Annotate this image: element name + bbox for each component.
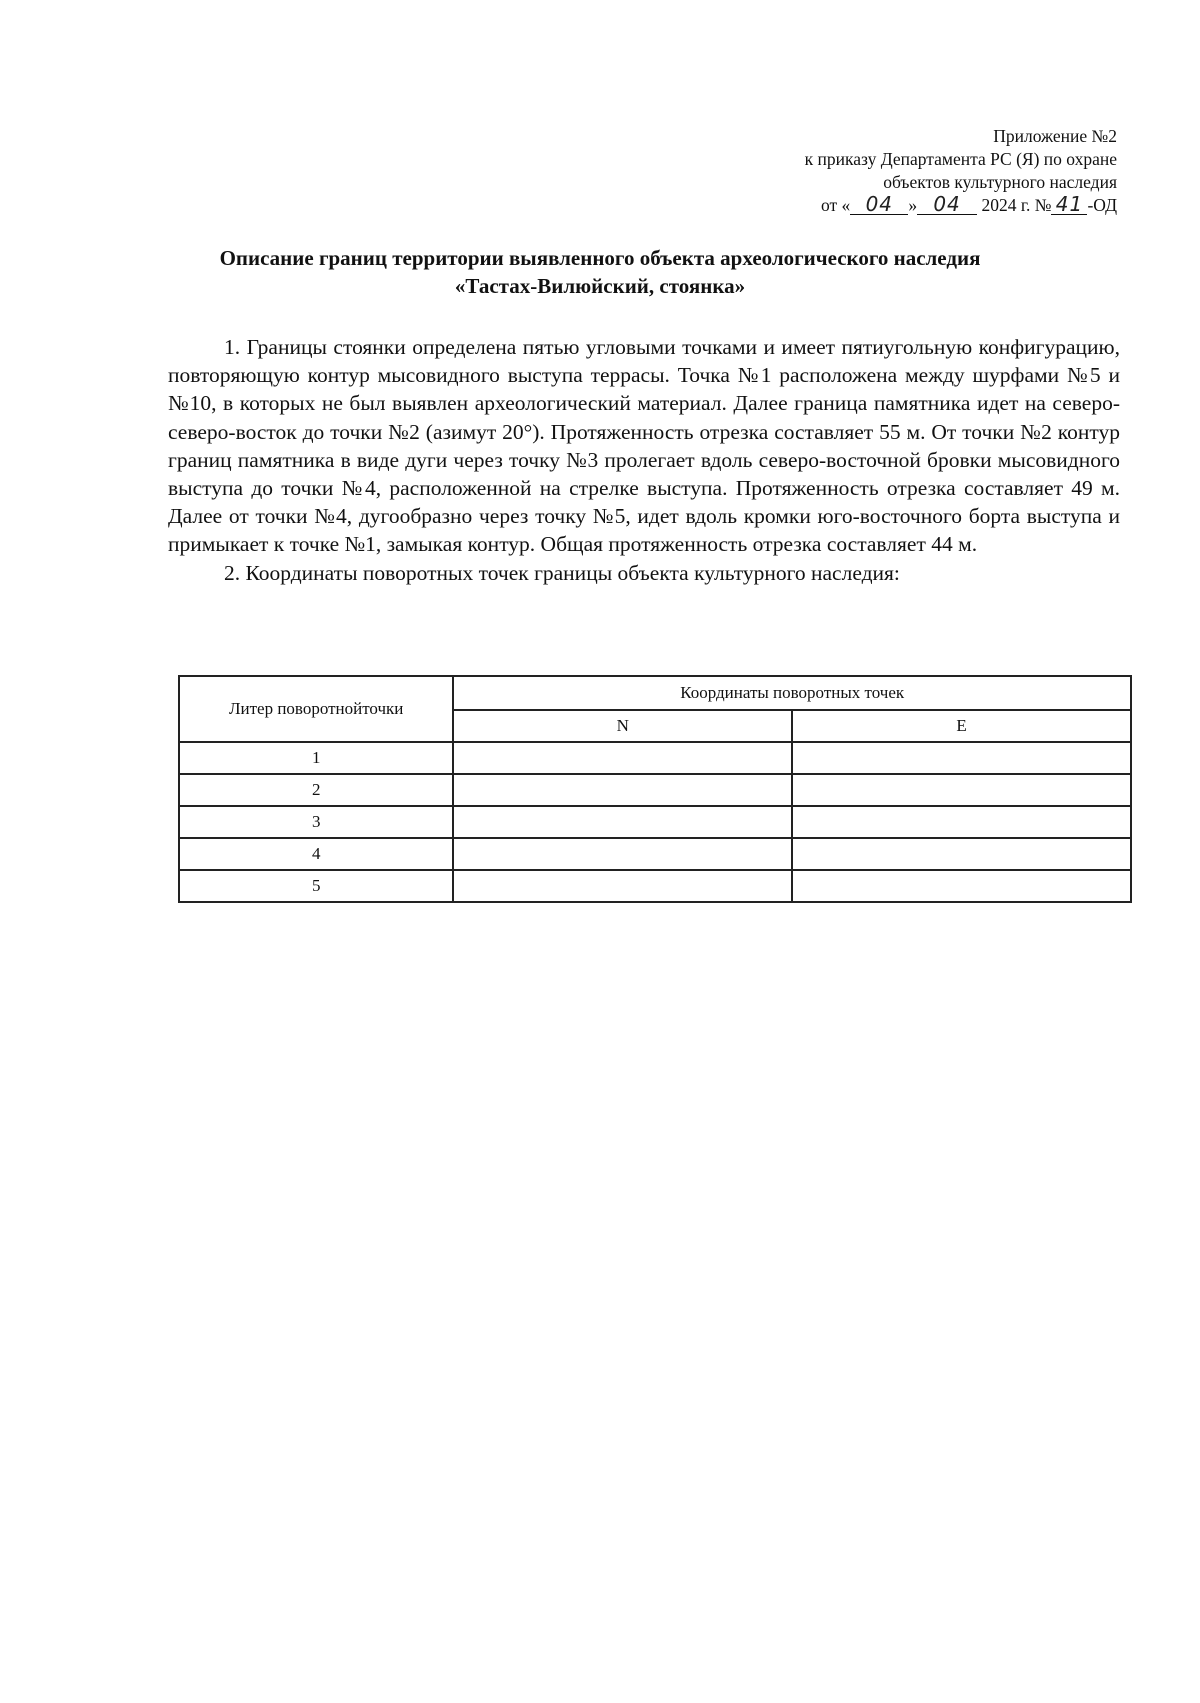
row-e bbox=[792, 870, 1131, 902]
row-n bbox=[453, 838, 792, 870]
annex-header bbox=[557, 125, 1117, 217]
annex-line-2: к приказу Департамента РС (Я) по охране bbox=[804, 149, 1117, 169]
row-liter: 1 bbox=[179, 742, 453, 774]
row-e bbox=[792, 742, 1131, 774]
row-liter: 5 bbox=[179, 870, 453, 902]
row-liter: 3 bbox=[179, 806, 453, 838]
table-row bbox=[179, 806, 1131, 838]
order-suffix: -ОД bbox=[1087, 195, 1117, 215]
handwritten-day: 04 bbox=[850, 194, 908, 215]
row-liter: 4 bbox=[179, 838, 453, 870]
table-row bbox=[179, 742, 1131, 774]
table-row bbox=[179, 870, 1131, 902]
date-prefix: от « bbox=[821, 195, 851, 215]
annex-line-3: объектов культурного наследия bbox=[883, 172, 1117, 192]
year-text: 2024 г. № bbox=[981, 195, 1052, 215]
liter-header: Литер поворотнойточки bbox=[179, 676, 453, 742]
title-line-2: «Тастах-Вилюйский, стоянка» bbox=[454, 274, 746, 298]
table-row bbox=[179, 774, 1131, 806]
row-n bbox=[453, 774, 792, 806]
row-e bbox=[792, 838, 1131, 870]
row-e bbox=[792, 806, 1131, 838]
paragraph-2: 2. Координаты поворотных точек границы объекта культурного наследия: bbox=[224, 560, 900, 585]
column-n-header: N bbox=[453, 710, 792, 742]
body-text bbox=[168, 333, 1120, 587]
table-header-row-1 bbox=[179, 676, 1131, 710]
column-e-header: E bbox=[792, 710, 1131, 742]
handwritten-month: 04 bbox=[917, 194, 977, 215]
date-mid: » bbox=[908, 195, 918, 215]
document-title bbox=[120, 244, 1080, 300]
row-n bbox=[453, 870, 792, 902]
row-n bbox=[453, 806, 792, 838]
paragraph-1: 1. Границы стоянки определена пятью угловыми точками и имеет пятиугольную конфигурацию, повторяющую контур мысовидного выступа террасы. Точка №1 расположена между шурфами №5 и №10, в которых не был выявлен археологический материал. Далее граница памятника идет на северо-северо-восток до точки №2 (азимут 20°). Протяженность отрезка составляет 55 м. От точки №2 контур границ памятника в виде дуги через точку №3 пролегает вдоль северо-восточной бровки мысовидного выступа до точки №4, расположенной на стрелке выступа. Протяженность отрезка составляет 49 м. Далее от точки №4, дугообразно через точку №5, идет вдоль кромки юго-восточного борта выступа и примыкает к точке №1, замыкая контур. Общая протяженность отрезка составляет 44 м. bbox=[168, 335, 1120, 557]
table-row bbox=[179, 838, 1131, 870]
title-line-1: Описание границ территории выявленного объекта археологического наследия bbox=[219, 246, 981, 270]
row-liter: 2 bbox=[179, 774, 453, 806]
row-e bbox=[792, 774, 1131, 806]
coordinates-table bbox=[178, 675, 1132, 903]
coordinates-group-header: Координаты поворотных точек bbox=[453, 676, 1131, 710]
handwritten-order-number: 41 bbox=[1051, 194, 1087, 215]
annex-line-1: Приложение №2 bbox=[993, 126, 1117, 146]
annex-date-line bbox=[557, 194, 1117, 217]
row-n bbox=[453, 742, 792, 774]
